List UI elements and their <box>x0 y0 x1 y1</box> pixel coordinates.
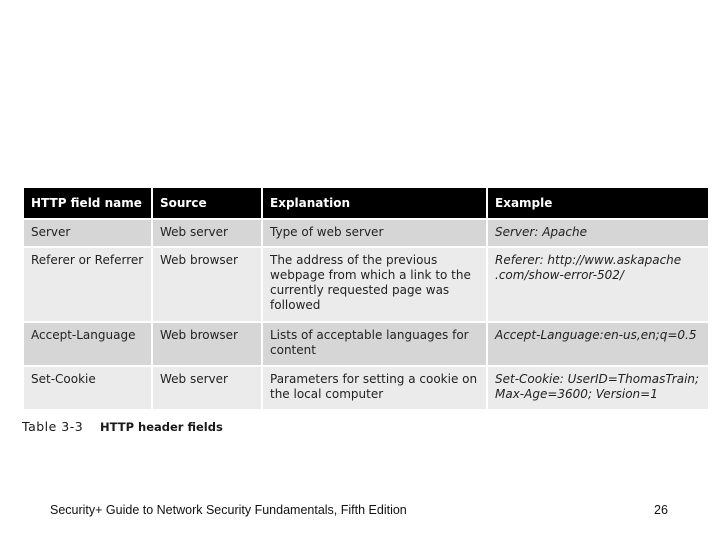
cell-source: Web server <box>153 218 261 246</box>
cell-field-name: Referer or Referrer <box>24 246 151 321</box>
column-header-example: Example <box>488 188 708 218</box>
table-caption <box>22 419 223 434</box>
cell-field-name: Set-Cookie <box>24 365 151 409</box>
table-row <box>24 365 708 409</box>
column-header-field-name: HTTP field name <box>24 188 151 218</box>
cell-explanation: The address of the previous webpage from which a link to the currently requested page was followed <box>263 246 486 321</box>
cell-source: Web server <box>153 365 261 409</box>
cell-example: Server: Apache <box>488 218 708 246</box>
cell-field-name: Accept-Language <box>24 321 151 365</box>
cell-explanation: Lists of acceptable languages for content <box>263 321 486 365</box>
http-header-fields-table-container <box>22 188 708 409</box>
cell-example: Accept-Language:en-us,en;q=0.5 <box>488 321 708 365</box>
cell-field-name: Server <box>24 218 151 246</box>
cell-explanation: Parameters for setting a cookie on the local computer <box>263 365 486 409</box>
column-header-source: Source <box>153 188 261 218</box>
table-header-row <box>24 188 708 218</box>
cell-example: Referer: http://www.askapache .com/show-error-502/ <box>488 246 708 321</box>
table-row <box>24 218 708 246</box>
column-header-explanation: Explanation <box>263 188 486 218</box>
table-row <box>24 246 708 321</box>
footer-book-title: Security+ Guide to Network Security Fundamentals, Fifth Edition <box>50 503 407 517</box>
footer-page-number: 26 <box>654 503 668 517</box>
cell-example: Set-Cookie: UserID=ThomasTrain; Max-Age=3600; Version=1 <box>488 365 708 409</box>
cell-source: Web browser <box>153 246 261 321</box>
http-header-fields-table <box>22 188 710 409</box>
cell-source: Web browser <box>153 321 261 365</box>
cell-explanation: Type of web server <box>263 218 486 246</box>
table-caption-text: HTTP header fields <box>100 420 223 434</box>
table-caption-number: Table 3-3 <box>22 419 84 434</box>
table-row <box>24 321 708 365</box>
